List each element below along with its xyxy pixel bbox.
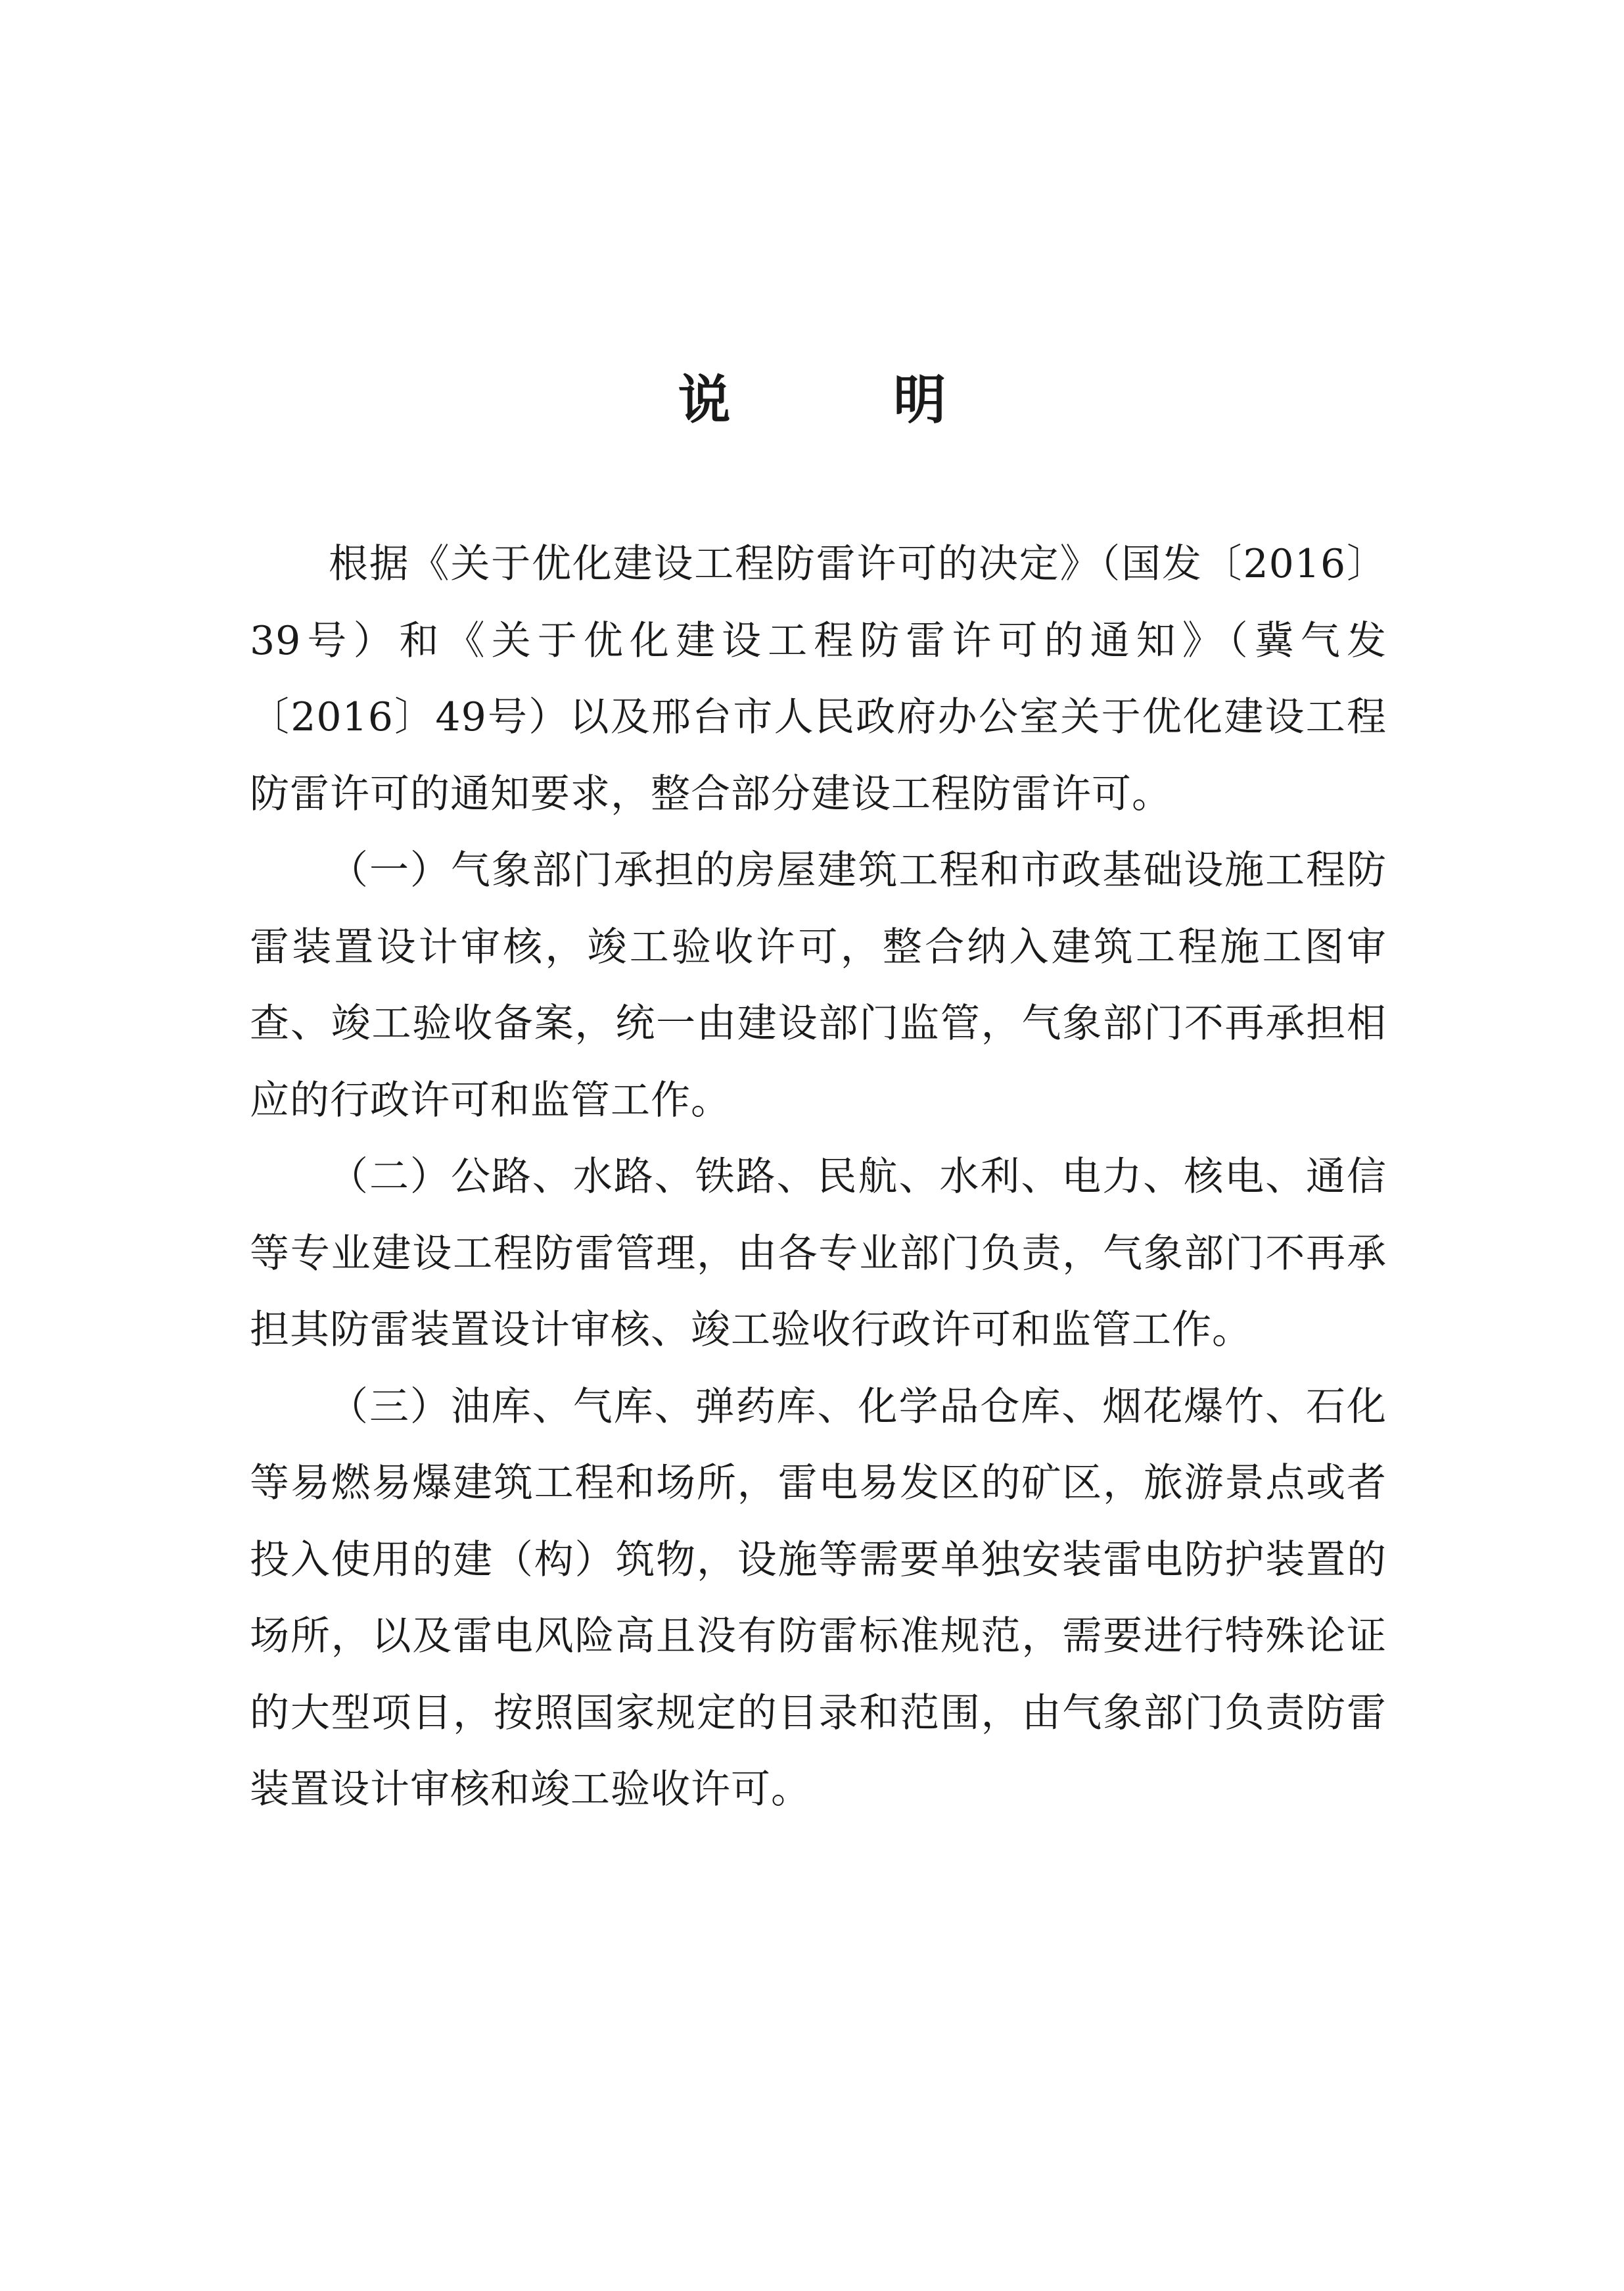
document-title: 说 明	[678, 369, 1019, 431]
paragraph-item-1: （一）气象部门承担的房屋建筑工程和市政基础设施工程防雷装置设计审核，竣工验收许可，整合纳入建筑工程施工图审查、竣工验收备案，统一由建设部门监管，气象部门不再承担相应的行政许可和监管工作。	[250, 847, 1387, 1123]
document-body	[250, 526, 1387, 1828]
paragraph-intro: 根据《关于优化建设工程防雷许可的决定》（国发〔2016〕39号）和《关于优化建设工程防雷许可的通知》（冀气发〔2016〕49号）以及邢台市人民政府办公室关于优化建设工程防雷许可的通知要求，整合部分建设工程防雷许可。	[250, 541, 1387, 817]
paragraph-item-2: （二）公路、水路、铁路、民航、水利、电力、核电、通信等专业建设工程防雷管理，由各专业部门负责，气象部门不再承担其防雷装置设计审核、竣工验收行政许可和监管工作。	[250, 1154, 1387, 1353]
paragraph-item-3: （三）油库、气库、弹药库、化学品仓库、烟花爆竹、石化等易燃易爆建筑工程和场所，雷电易发区的矿区，旅游景点或者投入使用的建（构）筑物，设施等需要单独安装雷电防护装置的场所，以及雷电风险高且没有防雷标准规范，需要进行特殊论证的大型项目，按照国家规定的目录和范围，由气象部门负责防雷装置设计审核和竣工验收许可。	[250, 1383, 1387, 1812]
